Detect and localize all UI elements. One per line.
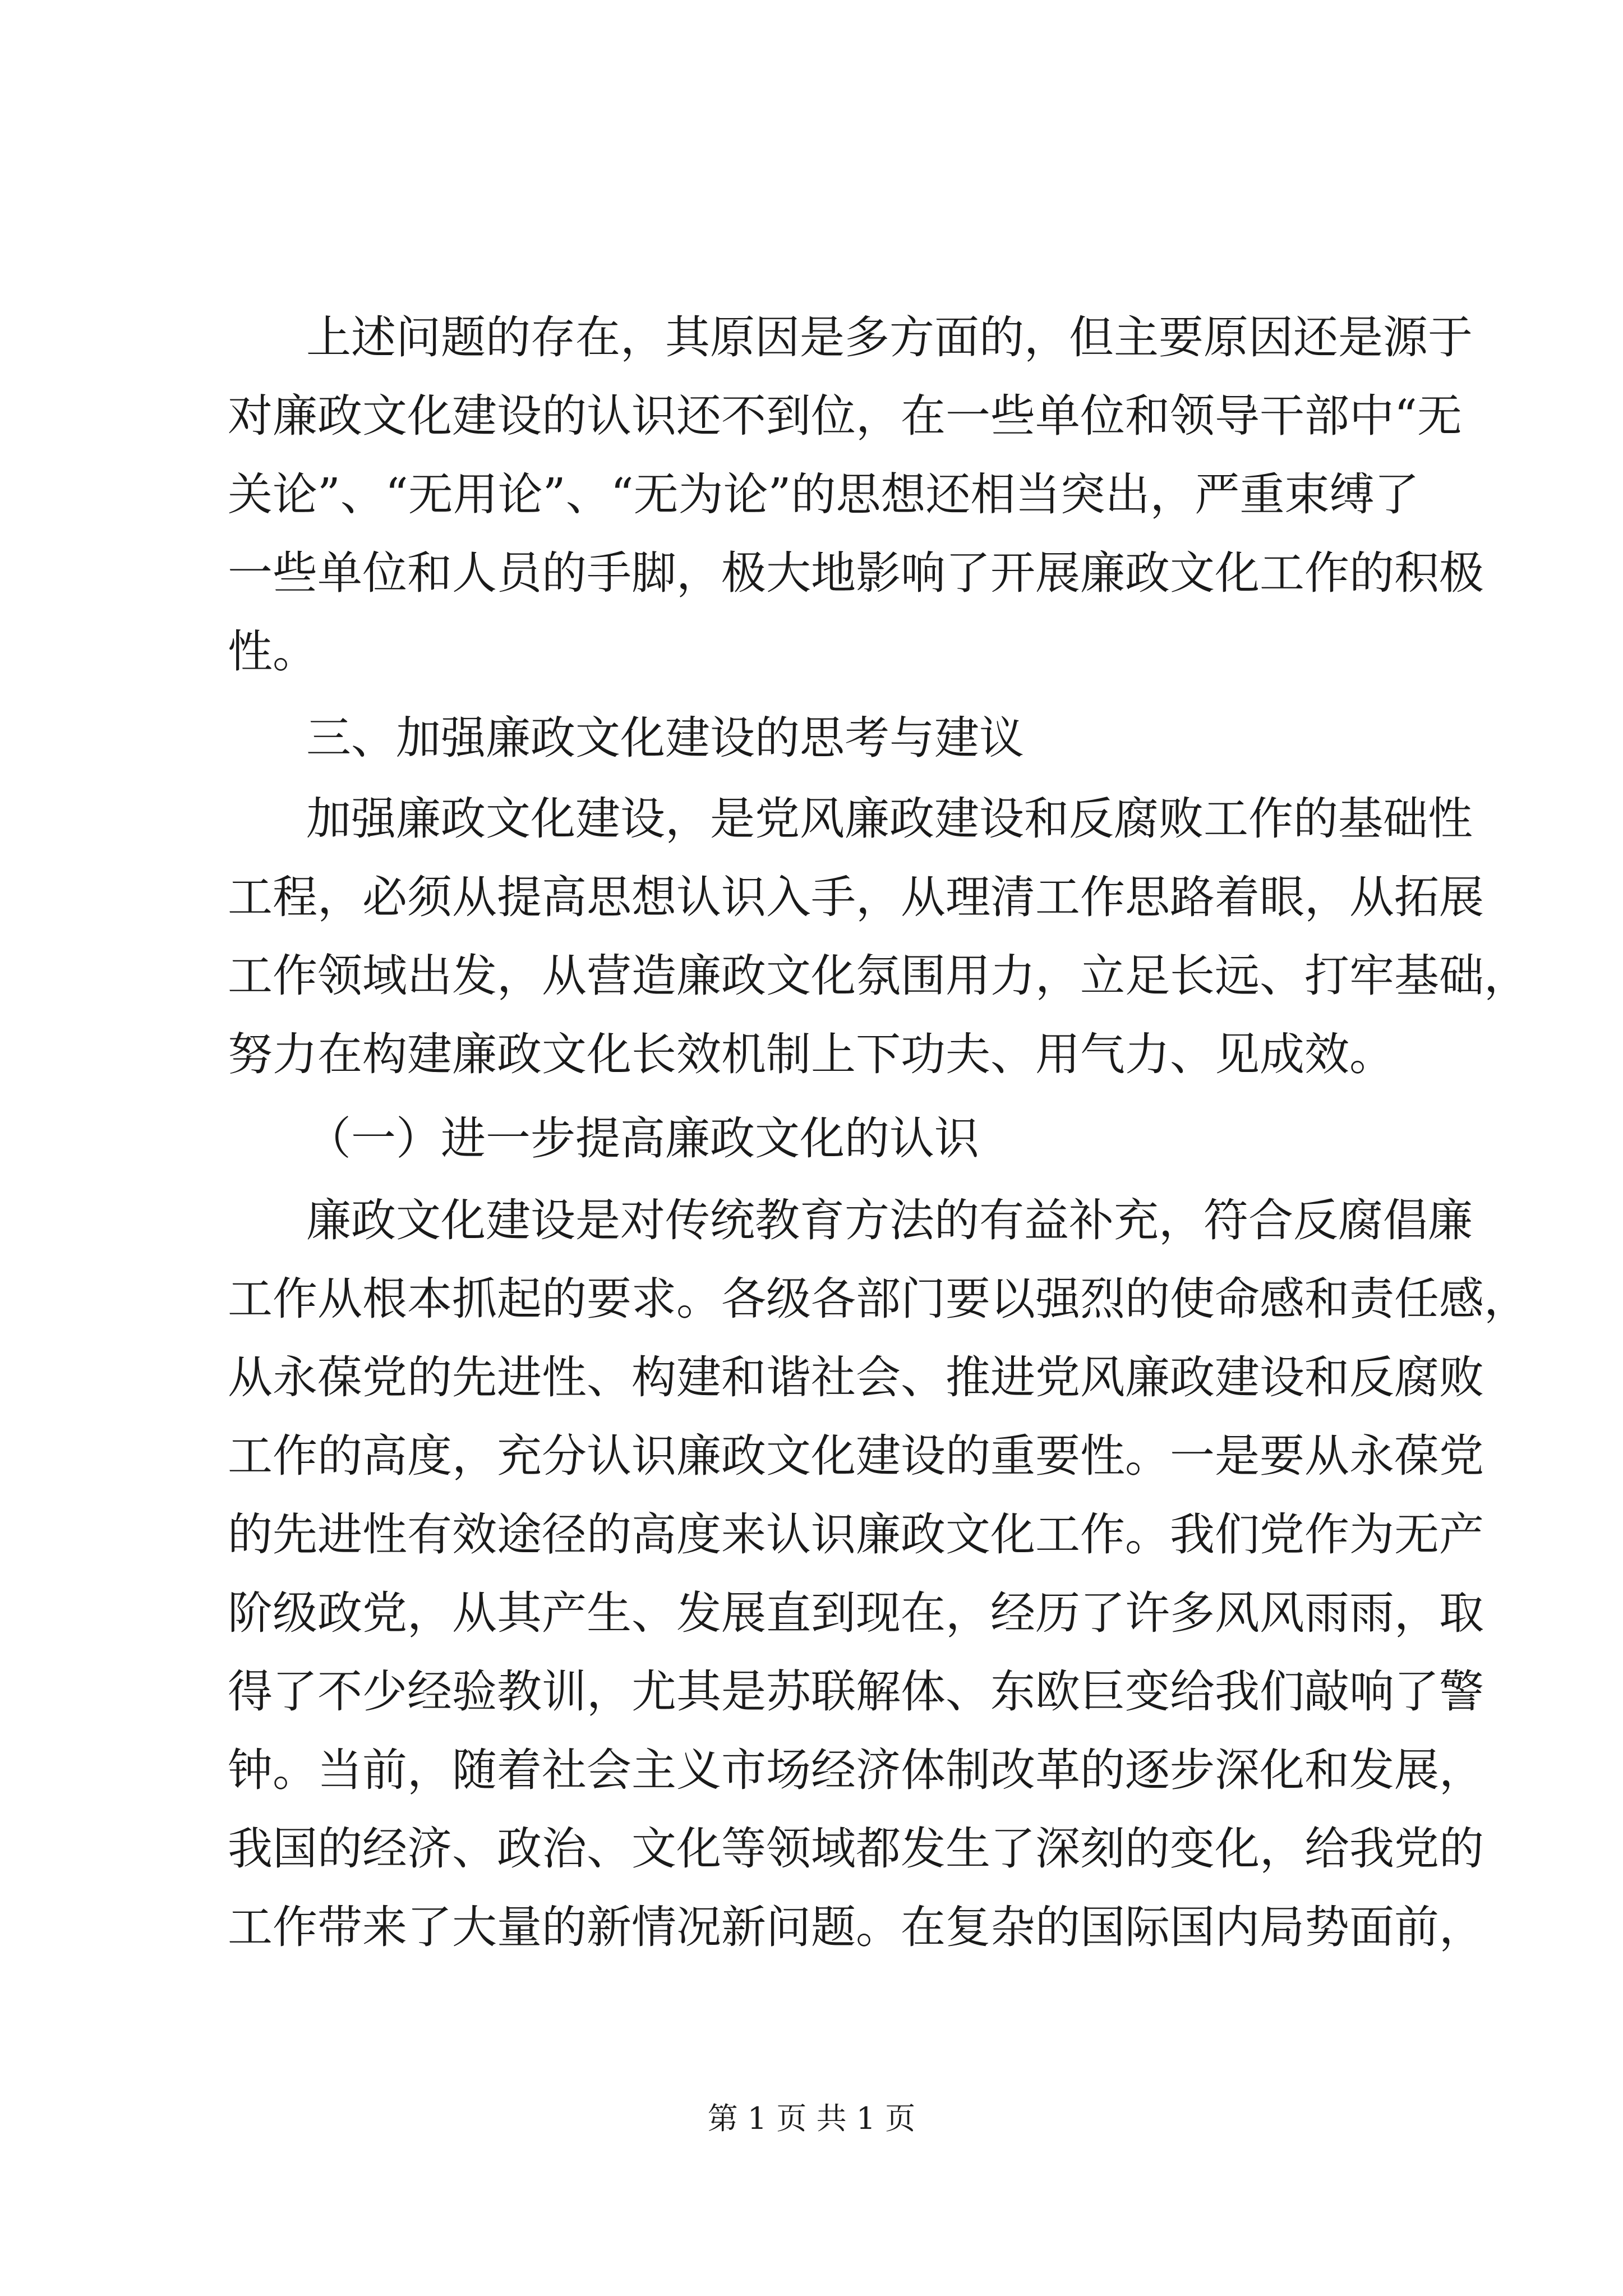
subsection-heading: （一）进一步提高廉政文化的认识 (306, 1112, 979, 1165)
paragraph-line: 加强廉政文化建设，是党风廉政建设和反腐败工作的基础性 (306, 793, 1473, 845)
paragraph-line: 关论”、“无用论”、“无为论”的思想还相当突出，严重束缚了 (228, 468, 1419, 521)
paragraph-line: 性。 (228, 625, 317, 678)
paragraph-line: 廉政文化建设是对传统教育方法的有益补充，符合反腐倡廉 (306, 1194, 1473, 1246)
paragraph-line: 阶级政党，从其产生、发展直到现在，经历了许多风风雨雨，取 (228, 1587, 1484, 1639)
page-footer: 第 1 页 共 1 页 (707, 2101, 916, 2136)
paragraph-line: 工程，必须从提高思想认识入手，从理清工作思路着眼，从拓展 (228, 871, 1484, 923)
paragraph-line: 得了不少经验教训，尤其是苏联解体、东欧巨变给我们敲响了警 (228, 1665, 1484, 1718)
paragraph-line: 工作领域出发，从营造廉政文化氛围用力，立足长远、打牢基础， (228, 950, 1529, 1002)
paragraph-line: 上述问题的存在，其原因是多方面的，但主要原因还是源于 (306, 311, 1473, 364)
section-heading: 三、加强廉政文化建设的思考与建议 (306, 712, 1024, 764)
paragraph-line: 工作的高度，充分认识廉政文化建设的重要性。一是要从永葆党 (228, 1430, 1484, 1482)
paragraph-line: 工作带来了大量的新情况新问题。在复杂的国际国内局势面前， (228, 1901, 1484, 1953)
paragraph-line: 努力在构建廉政文化长效机制上下功夫、用气力、见成效。 (228, 1028, 1394, 1080)
paragraph-line: 钟。当前，随着社会主义市场经济体制改革的逐步深化和发展， (228, 1744, 1484, 1796)
paragraph-line: 一些单位和人员的手脚，极大地影响了开展廉政文化工作的积极 (228, 547, 1484, 599)
paragraph-line: 对廉政文化建设的认识还不到位，在一些单位和领导干部中“无 (228, 390, 1462, 442)
paragraph-line: 我国的经济、政治、文化等领域都发生了深刻的变化，给我党的 (228, 1823, 1484, 1875)
paragraph-line: 从永葆党的先进性、构建和谐社会、推进党风廉政建设和反腐败 (228, 1351, 1484, 1404)
paragraph-line: 的先进性有效途径的高度来认识廉政文化工作。我们党作为无产 (228, 1508, 1484, 1561)
paragraph-line: 工作从根本抓起的要求。各级各部门要以强烈的使命感和责任感， (228, 1273, 1529, 1325)
